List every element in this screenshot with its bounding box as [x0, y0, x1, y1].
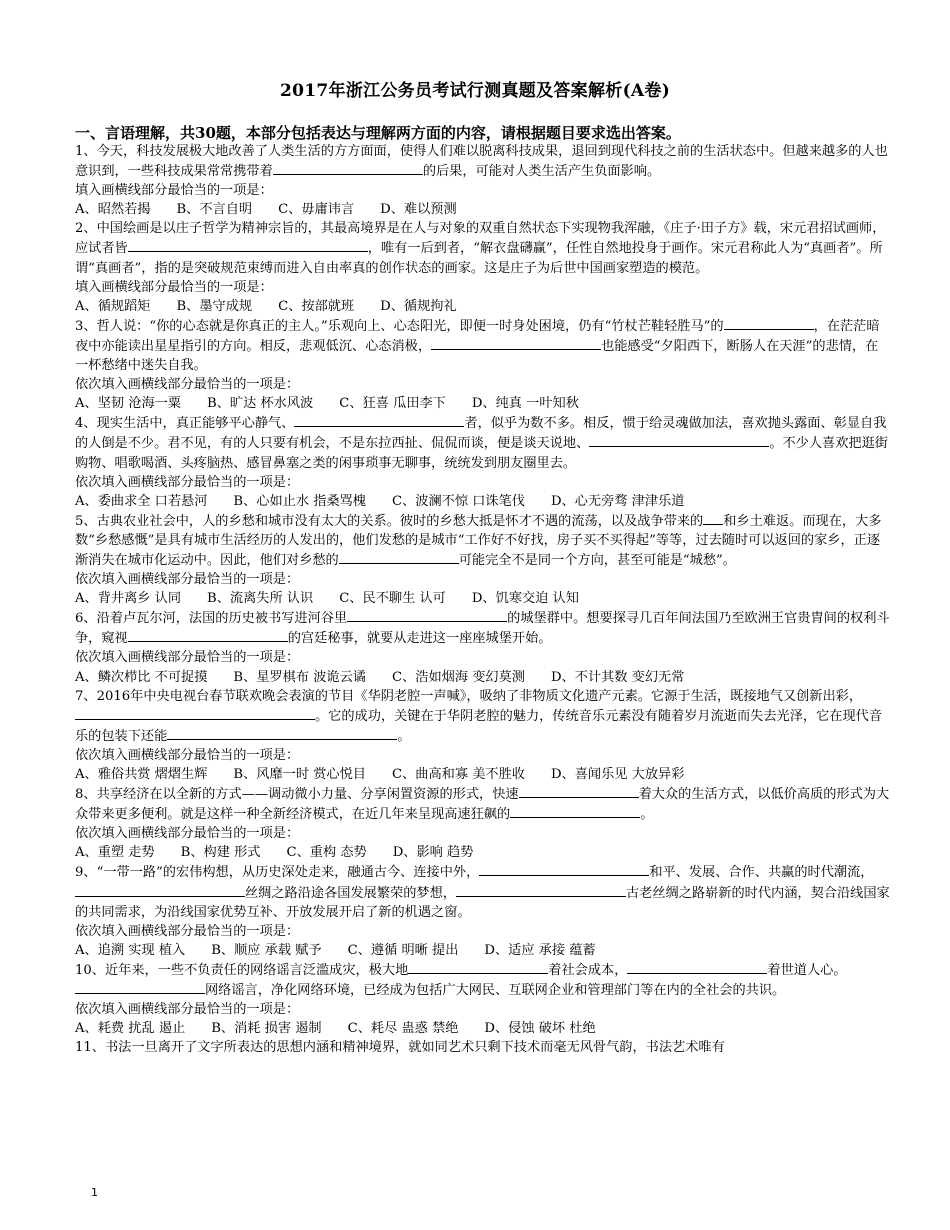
q7-option-d[interactable]: D、喜闻乐见 大放异彩: [550, 767, 685, 782]
q5-option-c[interactable]: C、民不聊生 认可: [339, 591, 446, 607]
q1-option-b[interactable]: B、不言自明: [176, 202, 253, 218]
q8-option-c[interactable]: C、重构 态势: [286, 845, 367, 861]
q2-options: [75, 297, 890, 316]
q6-option-d[interactable]: D、不计其数 变幻无常: [550, 669, 685, 685]
q2-option-a[interactable]: A、循规蹈矩: [75, 298, 151, 314]
q10-prompt: 依次填入画横线部分最恰当的一项是：: [75, 1002, 300, 1018]
q6-stem: 6、沿着卢瓦尔河，法国的历史被书写进河谷里 的城堡群中。想要探寻几百年间法国乃至欧洲王官贵胄间的权利斗争，窥视 的宫廷秘事，就要从走进这一座座城堡开始。: [75, 608, 890, 648]
q4-stem: 4、现实生活中，真正能够平心静气、 者，似乎为数不多。相反，惯于给灵魂做加法，喜欢抛头露面、彰显自我的人倒是不少。君不见，有的人只要有机会，不是东拉西扯、侃侃而谈，便是谈天说地、 。不少人喜欢把逛街购物、唱歌喝酒、头疼脑热、感冒鼻塞之类的闲事琐事无聊事，统统发到朋友圈里去。: [75, 413, 890, 472]
q2-option-c[interactable]: C、按部就班: [278, 298, 355, 314]
q11-stem: 11、书法一旦离开了文字所表达的思想内涵和精神境界，就如同艺术只剩下技术而毫无风骨气韵，书法艺术唯有: [75, 1040, 725, 1056]
page-title: 2017年浙江公务员考试行测真题及答案解析(A卷): [279, 81, 671, 101]
q7-options: [75, 765, 890, 784]
q8-option-d[interactable]: D、影响 趋势: [392, 845, 474, 861]
q9-option-c[interactable]: C、遵循 明晰 提出: [347, 942, 459, 958]
q3-stem: 3、哲人说：“你的心态就是你真正的主人。”乐观向上、心态阳光，即便一时身处困境，仍有“竹杖芒鞋轻胜马”的 ，在茫茫暗夜中亦能读出星星指引的方向。相反，悲观低沉、心态消极， 也能感受“夕阳西下，断肠人在天涯”的悲情，在一杯愁绪中迷失自我。: [75, 316, 890, 375]
page-number: 1: [91, 1186, 98, 1199]
q10-option-a[interactable]: A、耗费 扰乱 遏止: [75, 1021, 186, 1037]
q7-stem: 7、2016年中央电视台春节联欢晚会表演的节目《华阴老腔一声喊》，吸纳了非物质文化遗产元素。它源于生活，既接地气又创新出彩，。它的成功，关键在于华阴老腔的魅力，传统音乐元素没有随着岁月流逝而失去光泽，它在现代音乐的包装下还能 。: [75, 688, 883, 744]
q10-option-b[interactable]: B、消耗 损害 遏制: [211, 1021, 322, 1037]
q8-option-a[interactable]: A、重塑 走势: [75, 845, 155, 861]
q3-options: [75, 394, 890, 413]
q8-stem: 8、共享经济在以全新的方式——调动微小力量、分享闲置资源的形式，快速 着大众的生活方式，以低价高质的形式为大众带来更多便利。就是这样一种全新经济模式，在近几年来呈现高速狂飙的 。: [75, 784, 890, 824]
q8-options: [75, 843, 890, 862]
q7-option-a[interactable]: A、雅俗共赏 熠熠生辉: [75, 767, 208, 782]
q1-prompt: 填入画横线部分最恰当的一项是：: [75, 183, 273, 199]
q5-option-d[interactable]: D、饥寒交迫 认知: [471, 591, 579, 607]
q4-option-a[interactable]: A、委曲求全 口若悬河: [75, 493, 208, 509]
q1-option-d[interactable]: D、难以预测: [380, 202, 457, 218]
q3-option-c[interactable]: C、狂喜 瓜田李下: [339, 396, 446, 412]
q4-option-c[interactable]: C、波澜不惊 口诛笔伐: [391, 493, 525, 509]
q9-stem: 9、“一带一路”的宏伟构想，从历史深处走来，融通古今、连接中外， 和平、发展、合作、共赢的时代潮流，丝绸之路沿途各国发展繁荣的梦想， 古老丝绸之路崭新的时代内涵，契合沿线国家的共同需求，为沿线国家优势互补、开放发展开启了新的机遇之窗。: [75, 862, 890, 921]
q10-stem: 10、近年来，一些不负责任的网络谣言泛滥成灾，极大地 着社会成本， 着世道人心。网络谣言，净化网络环境，已经成为包括广大网民、互联网企业和管理部门等在内的全社会的共识。: [75, 960, 890, 1000]
q5-option-b[interactable]: B、流离失所 认识: [207, 591, 314, 607]
q8-prompt: 依次填入画横线部分最恰当的一项是：: [75, 826, 300, 842]
q3-option-b[interactable]: B、旷达 杯水风波: [207, 396, 314, 412]
q6-prompt: 依次填入画横线部分最恰当的一项是：: [75, 650, 300, 666]
q9-option-a[interactable]: A、追溯 实现 植入: [75, 942, 186, 958]
q10-option-c[interactable]: C、耗尽 蛊惑 禁绝: [347, 1021, 459, 1037]
section-heading: 一、言语理解，共30题，本部分包括表达与理解两方面的内容，请根据题目要求选出答案。: [75, 124, 681, 142]
question-body: [75, 142, 890, 1057]
q7-option-b[interactable]: B、风靡一时 赏心悦目: [233, 767, 366, 782]
q1-stem: 1、今天，科技发展极大地改善了人类生活的方方面面，使得人们难以脱离科技成果，退回到现代科技之前的生活状态中。但越来越多的人也意识到，一些科技成果常常携带着 的后果，可能对人类生活产生负面影响。: [75, 144, 888, 180]
q5-prompt: 依次填入画横线部分最恰当的一项是：: [75, 572, 300, 588]
q7-option-c[interactable]: C、曲高和寡 美不胜收: [391, 767, 525, 782]
q5-options: [75, 589, 890, 608]
q4-options: [75, 492, 890, 511]
q3-prompt: 依次填入画横线部分最恰当的一项是：: [75, 377, 300, 393]
q4-option-d[interactable]: D、心无旁骛 津津乐道: [550, 493, 685, 509]
q3-option-d[interactable]: D、纯真 一叶知秋: [471, 396, 579, 412]
q7-prompt: 依次填入画横线部分最恰当的一项是：: [75, 747, 300, 763]
q5-option-a[interactable]: A、背井离乡 认同: [75, 591, 182, 607]
q9-option-d[interactable]: D、适应 承接 蕴蓄: [484, 942, 596, 958]
q6-option-b[interactable]: B、星罗棋布 波诡云谲: [233, 669, 366, 685]
q1-options: [75, 200, 890, 219]
q10-option-d[interactable]: D、侵蚀 破坏 杜绝: [484, 1021, 596, 1037]
q4-option-b[interactable]: B、心如止水 指桑骂槐: [233, 493, 366, 509]
q6-option-c[interactable]: C、浩如烟海 变幻莫测: [391, 669, 525, 685]
q2-prompt: 填入画横线部分最恰当的一项是：: [75, 279, 273, 295]
q3-option-a[interactable]: A、坚韧 沧海一粟: [75, 396, 182, 412]
q2-option-b[interactable]: B、墨守成规: [176, 298, 253, 314]
q1-option-a[interactable]: A、昭然若揭: [75, 202, 151, 218]
q9-prompt: 依次填入画横线部分最恰当的一项是：: [75, 923, 300, 939]
q5-stem: 5、古典农业社会中，人的乡愁和城市没有太大的关系。彼时的乡愁大抵是怀才不遇的流荡，以及战争带来的 和乡土难返。而现在，大多数“乡愁感慨”是具有城市生活经历的人发出的，他们发愁的是城市“工作好不好找，房子买不买得起”等等，过去随时可以返回的家乡，正逐渐消失在城市化运动中。因此，他们对乡愁的 可能完全不是同一个方向，甚至可能是“城愁”。: [75, 511, 890, 570]
q8-option-b[interactable]: B、构建 形式: [180, 845, 261, 861]
q2-option-d[interactable]: D、循规拘礼: [380, 298, 457, 314]
q6-options: [75, 668, 890, 687]
q9-option-b[interactable]: B、顺应 承载 赋予: [211, 942, 322, 958]
q9-options: [75, 941, 890, 960]
q10-options: [75, 1019, 890, 1038]
q2-stem: 2、中国绘画是以庄子哲学为精神宗旨的，其最高境界是在人与对象的双重自然状态下实现物我浑融，《庄子·田子方》载，宋元君招试画师，应试者皆 ，唯有一后到者，“解衣盘礴赢”，任性自然地投身于画作。宋元君称此人为“真画者”。所谓“真画者”，指的是突破规范束缚而进入自由率真的创作状态的画家。这是庄子为后世中国画家塑造的模范。: [75, 221, 886, 276]
q1-option-c[interactable]: C、毋庸讳言: [278, 202, 355, 218]
q4-prompt: 依次填入画横线部分最恰当的一项是：: [75, 474, 300, 490]
q6-option-a[interactable]: A、鳞次栉比 不可捉摸: [75, 669, 208, 685]
